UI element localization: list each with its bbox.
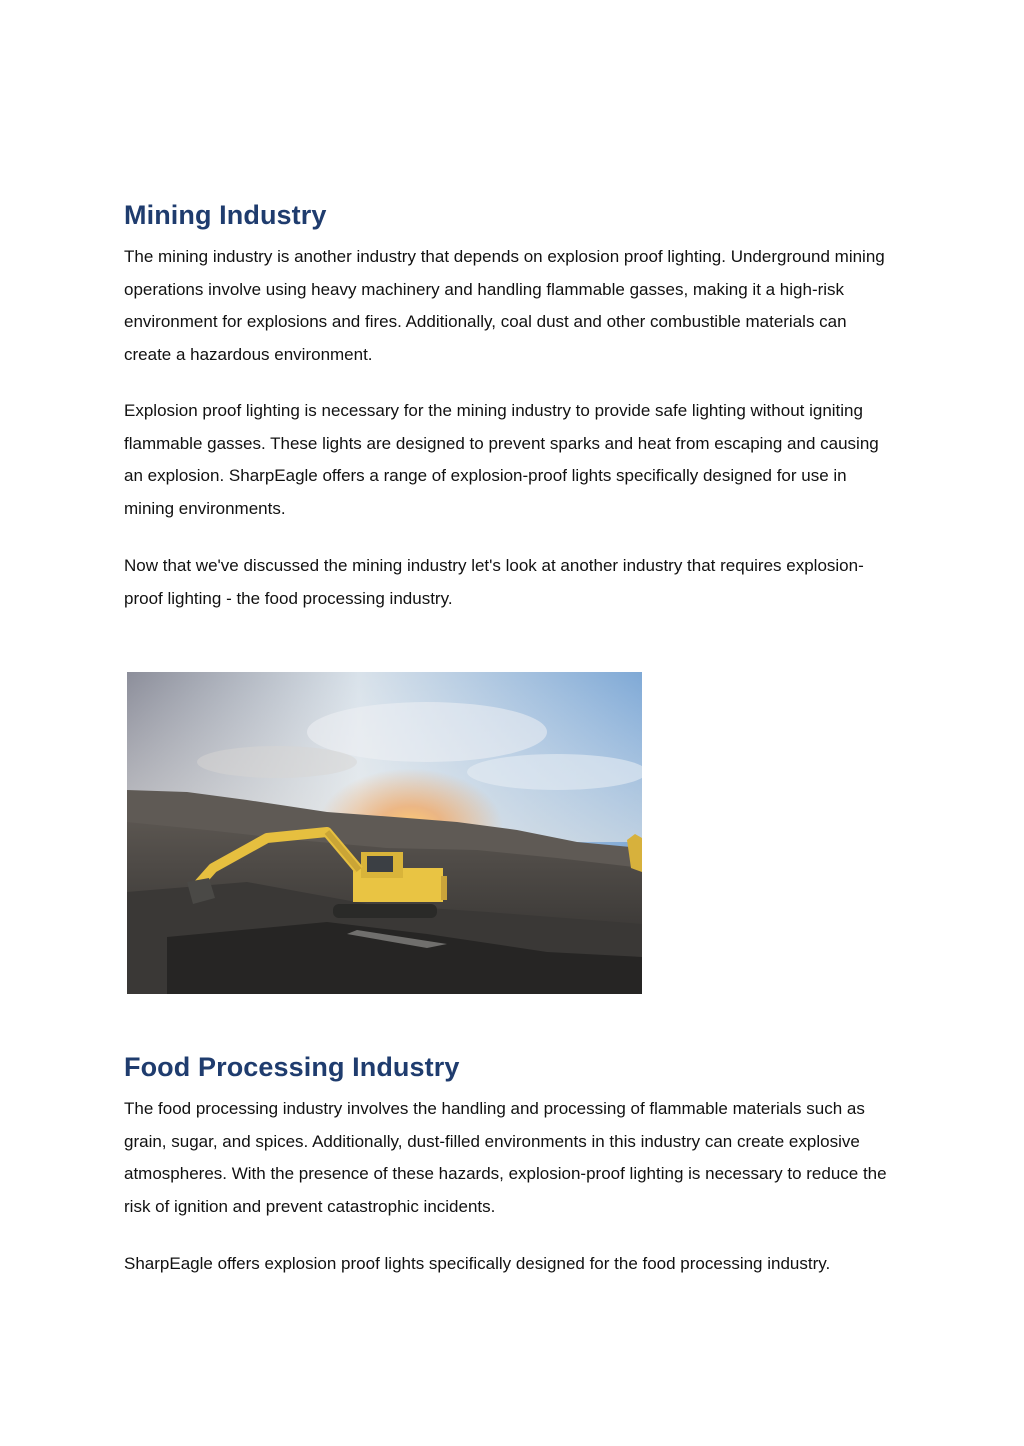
mining-paragraph-3: Now that we've discussed the mining industry let's look at another industry that requires explosion-proof lighting - the food processing industry. [124,556,864,608]
food-paragraph-2: SharpEagle offers explosion proof lights specifically designed for the food processing industry. [124,1254,831,1273]
mining-paragraph-2: Explosion proof lighting is necessary for the mining industry to provide safe lighting without igniting flammable gasses. These lights are designed to prevent sparks and heat from escaping and causing an explosion. SharpEagle offers a range of explosion-proof lights specifically designed for use in mining environments. [124,401,879,518]
mining-excavator-photo [127,672,642,994]
mining-paragraph-1: The mining industry is another industry that depends on explosion proof lighting. Underground mining operations involve using heavy machinery and handling flammable gasses, making it a high-risk environment for explosions and fires. Additionally, coal dust and other combustible materials can create a hazardous environment. [124,247,885,364]
food-paragraph-1: The food processing industry involves the handling and processing of flammable materials such as grain, sugar, and spices. Additionally, dust-filled environments in this industry can create explosive atmospheres. With the presence of these hazards, explosion-proof lighting is necessary to reduce the risk of ignition and prevent catastrophic incidents. [124,1099,887,1216]
mining-industry-heading: Mining Industry [124,200,327,230]
food-processing-heading: Food Processing Industry [124,1052,460,1082]
